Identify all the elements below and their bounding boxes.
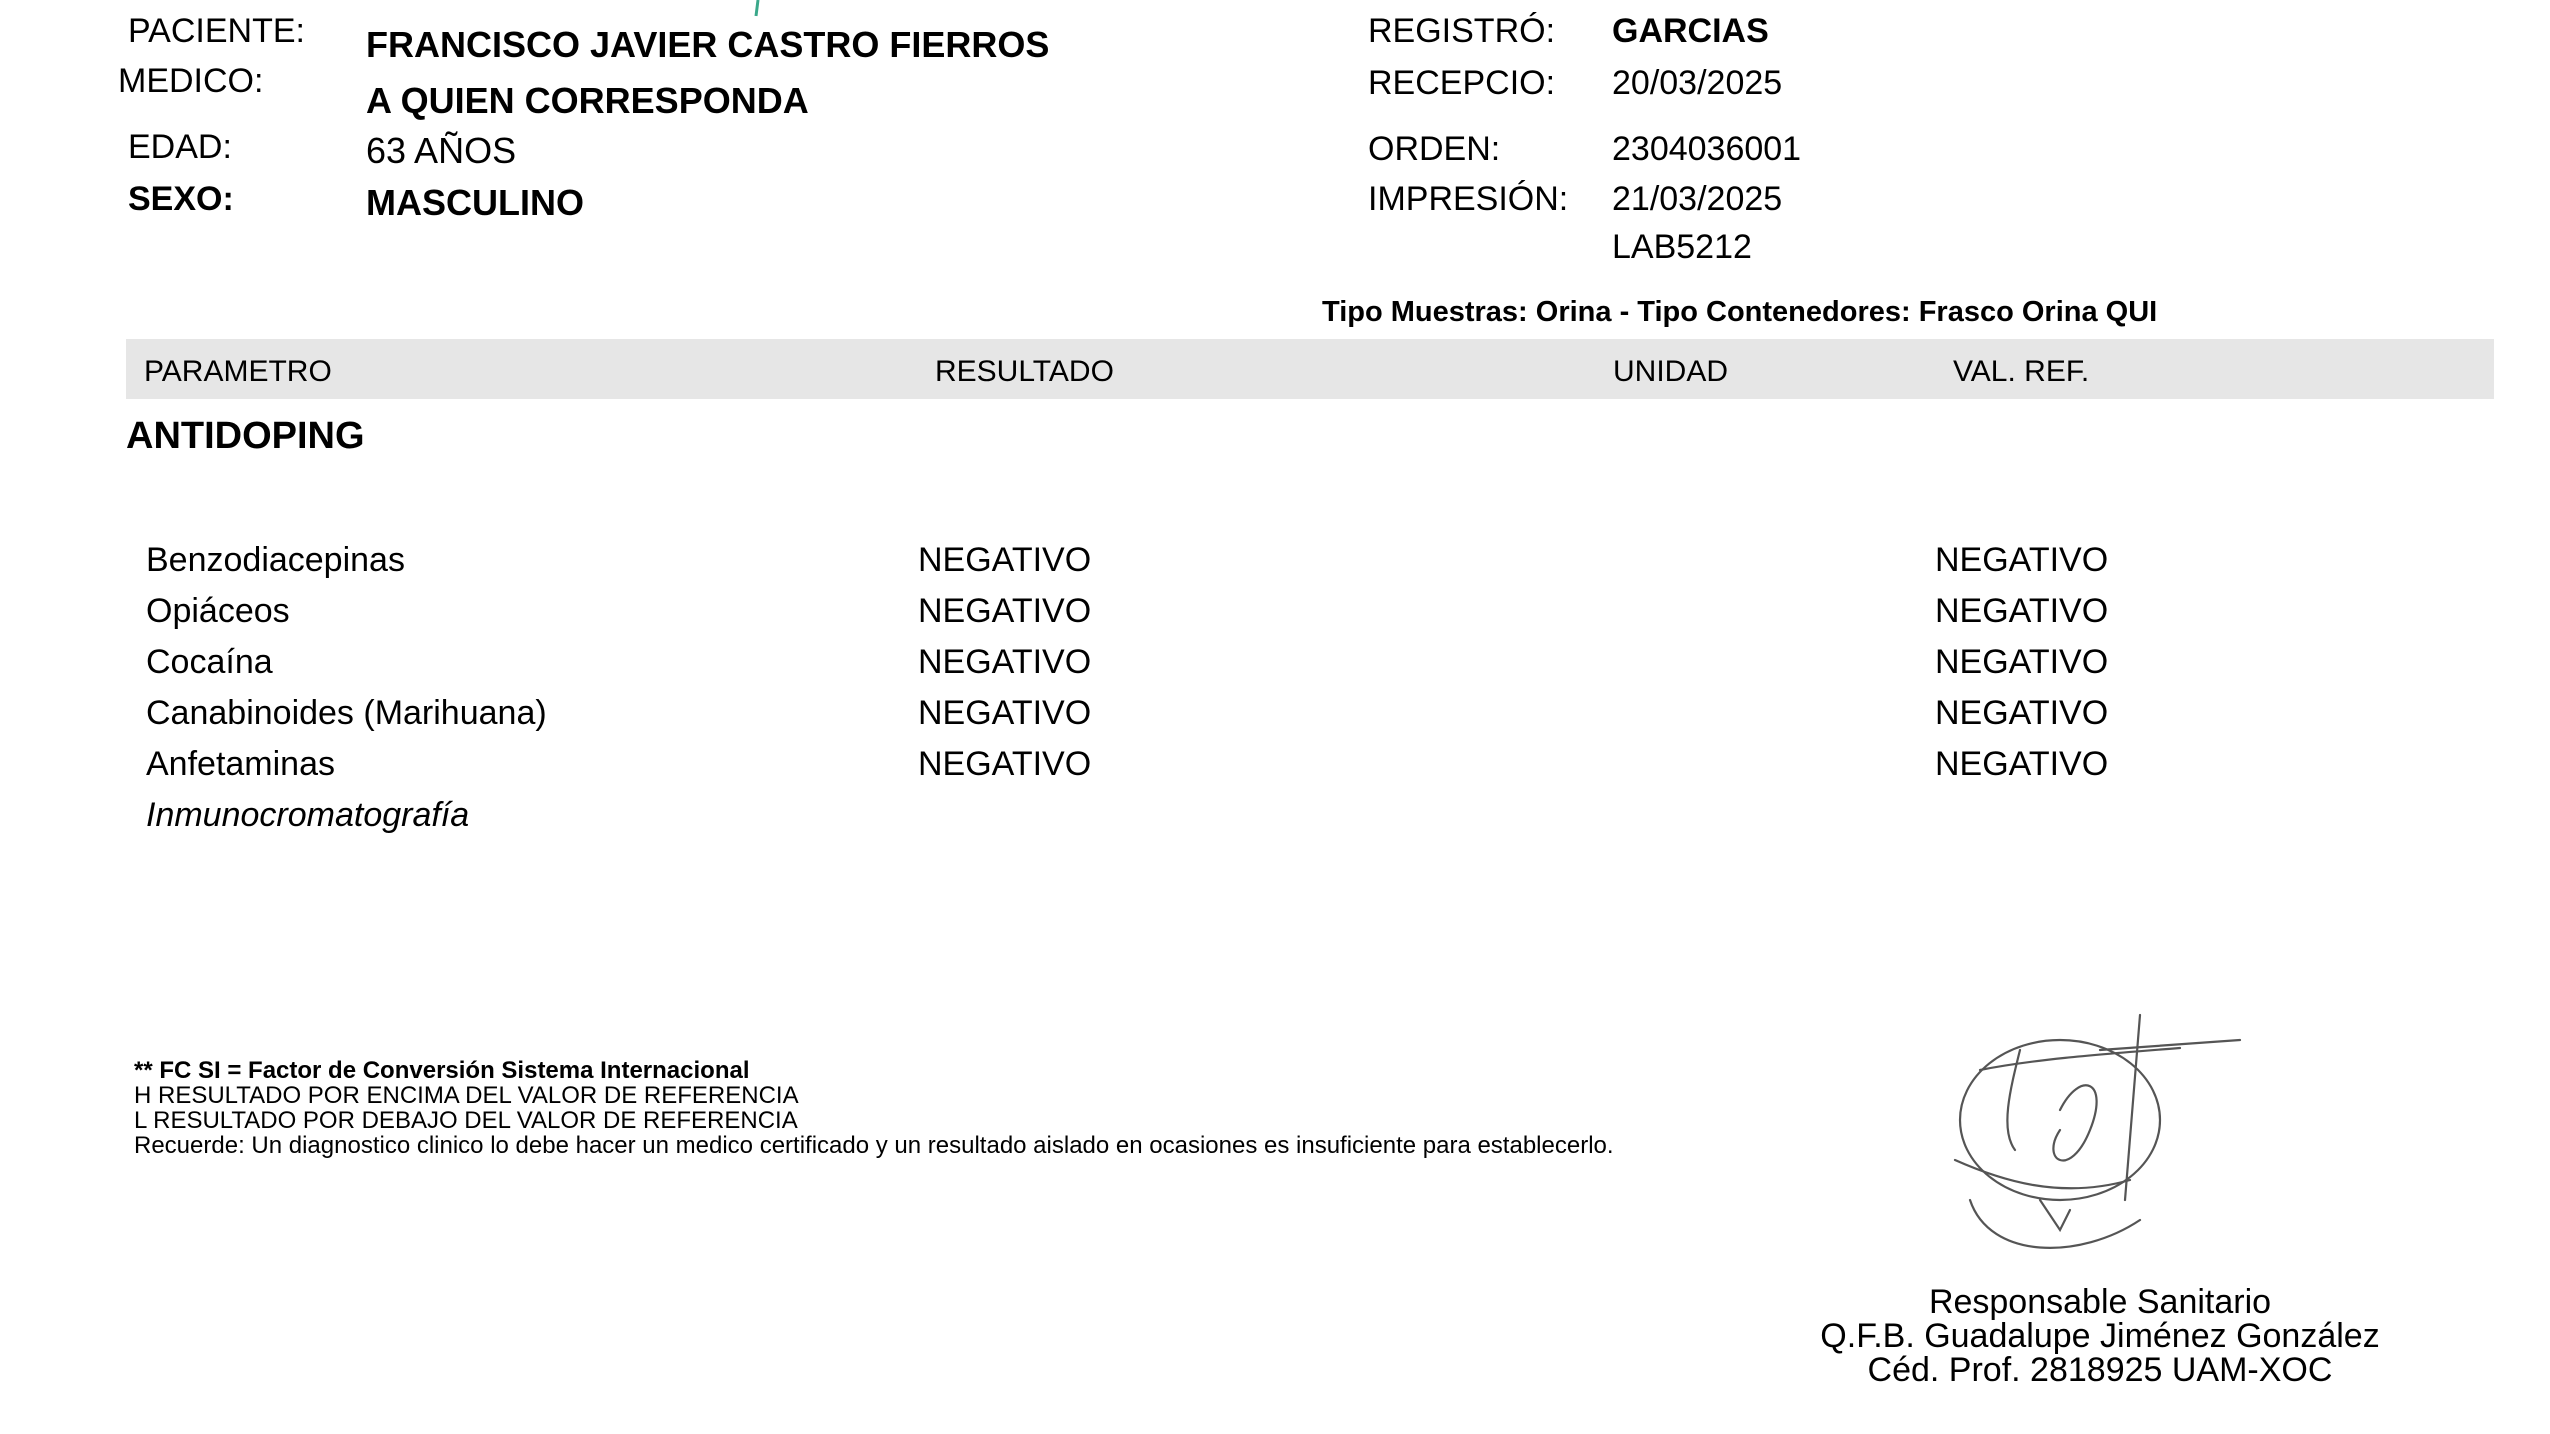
impresion-value: 21/03/2025 — [1612, 180, 1783, 218]
row-parametro: Cocaína — [146, 643, 273, 681]
paciente-label: PACIENTE: — [128, 12, 305, 50]
recepcion-value: 20/03/2025 — [1612, 64, 1783, 102]
header-val-ref: VAL. REF. — [1953, 355, 2090, 388]
section-title: ANTIDOPING — [126, 415, 365, 457]
medico-label: MEDICO: — [118, 62, 264, 100]
paciente-value: FRANCISCO JAVIER CASTRO FIERROS — [366, 24, 1050, 65]
row-val-ref: NEGATIVO — [1935, 643, 2109, 681]
edad-value: 63 AÑOS — [366, 130, 517, 171]
footnotes — [134, 1058, 1614, 1158]
note-h: H RESULTADO POR ENCIMA DEL VALOR DE REFERENCIA — [134, 1082, 799, 1109]
row-resultado: NEGATIVO — [918, 694, 1092, 732]
row-val-ref: NEGATIVO — [1935, 541, 2109, 579]
row-parametro: Anfetaminas — [146, 745, 335, 783]
lab-logo-fragment-icon — [748, 0, 768, 18]
row-parametro: Canabinoides (Marihuana) — [146, 694, 547, 732]
row-resultado: NEGATIVO — [918, 541, 1092, 579]
header-unidad: UNIDAD — [1613, 355, 1729, 388]
row-val-ref: NEGATIVO — [1935, 745, 2109, 783]
sexo-value: MASCULINO — [366, 182, 584, 223]
signature-icon — [1940, 1010, 2270, 1270]
orden-value: 2304036001 — [1612, 130, 1802, 168]
sexo-label: SEXO: — [128, 180, 234, 218]
registro-label: REGISTRÓ: — [1368, 12, 1556, 50]
impresion-label: IMPRESIÓN: — [1368, 180, 1569, 218]
signature-name: Q.F.B. Guadalupe Jiménez González — [1820, 1317, 2380, 1355]
note-fc-si: ** FC SI = Factor de Conversión Sistema Internacional — [134, 1057, 750, 1084]
registro-value: GARCIAS — [1612, 12, 1769, 50]
table-row — [0, 745, 2550, 795]
table-row — [0, 694, 2550, 744]
signature-cedula: Céd. Prof. 2818925 UAM-XOC — [1867, 1351, 2333, 1389]
recepcion-label: RECEPCIO: — [1368, 64, 1556, 102]
sample-info: Tipo Muestras: Orina - Tipo Contenedores: Frasco Orina QUI — [1322, 296, 2158, 328]
signature-title: Responsable Sanitario — [1928, 1283, 2272, 1321]
method-label: Inmunocromatografía — [146, 796, 470, 834]
note-l: L RESULTADO POR DEBAJO DEL VALOR DE REFERENCIA — [134, 1107, 798, 1134]
header-parametro: PARAMETRO — [144, 355, 332, 388]
row-val-ref: NEGATIVO — [1935, 592, 2109, 630]
edad-label: EDAD: — [128, 128, 232, 166]
orden-label: ORDEN: — [1368, 130, 1501, 168]
row-resultado: NEGATIVO — [918, 592, 1092, 630]
row-resultado: NEGATIVO — [918, 745, 1092, 783]
header-resultado: RESULTADO — [935, 355, 1114, 388]
row-parametro: Benzodiacepinas — [146, 541, 405, 579]
signature-block — [1760, 1285, 2440, 1387]
row-val-ref: NEGATIVO — [1935, 694, 2109, 732]
table-row — [0, 643, 2550, 693]
table-row — [0, 541, 2550, 591]
row-parametro: Opiáceos — [146, 592, 290, 630]
row-resultado: NEGATIVO — [918, 643, 1092, 681]
table-row — [0, 592, 2550, 642]
lab-code: LAB5212 — [1612, 228, 1752, 266]
medico-value: A QUIEN CORRESPONDA — [366, 80, 809, 121]
table-header-bar — [126, 339, 2494, 399]
note-recuerde: Recuerde: Un diagnostico clinico lo debe hacer un medico certificado y un resultado aislado en ocasiones es insuficiente para establecerlo. — [134, 1132, 1614, 1159]
